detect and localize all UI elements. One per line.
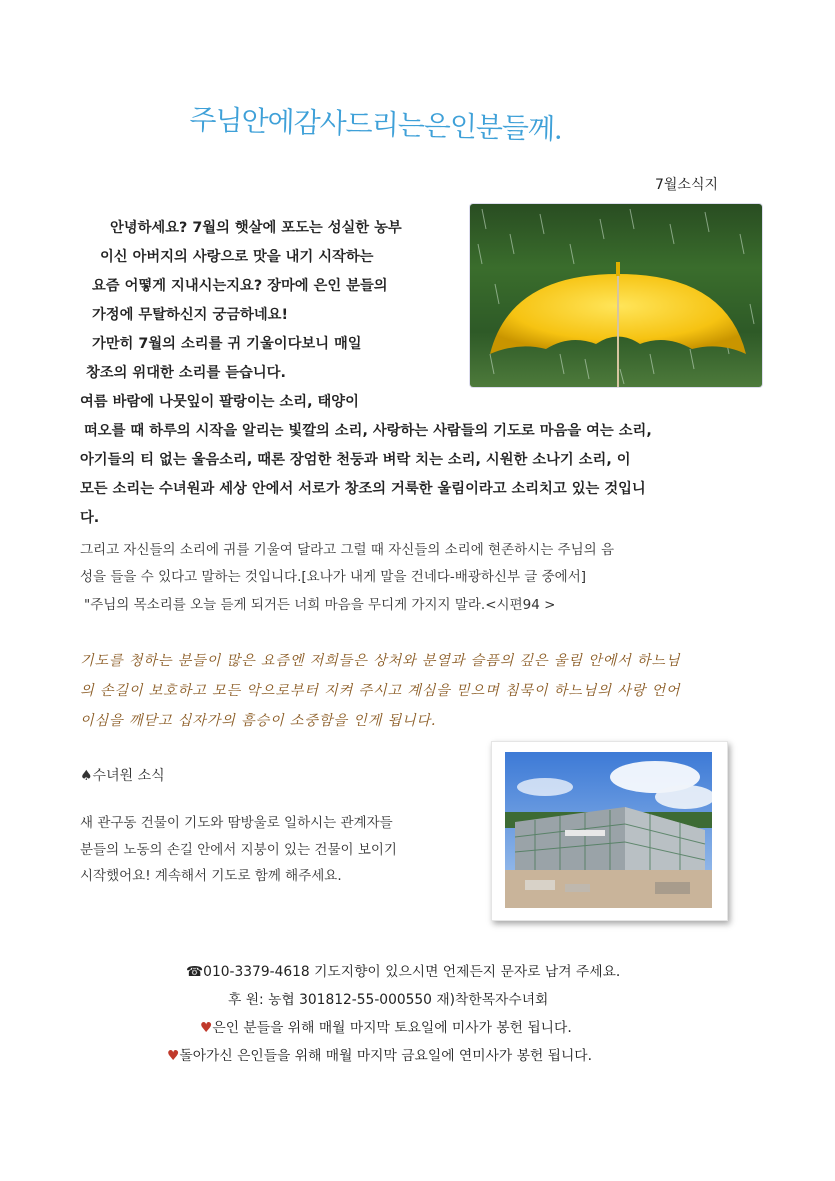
umbrella-illustration bbox=[470, 204, 762, 387]
mass-notice-deceased bbox=[167, 1044, 592, 1064]
donation-account: 후 원: 농협 301812-55-000550 재)착한목자수녀회 bbox=[228, 992, 549, 1008]
prayer-line-3: 이심을 깨닫고 십자가의 흠승이 소중함을 인게 됩니다. bbox=[80, 713, 437, 729]
heart-icon: ♥ bbox=[167, 1048, 180, 1064]
page-title: 주님안에감사드리는은인분들께. bbox=[189, 102, 563, 146]
prayer-line-2: 의 손길이 보호하고 모든 악으로부터 지켜 주시고 계심을 믿으며 침묵이 하느님의 사랑 언어 bbox=[80, 683, 681, 699]
building-illustration bbox=[505, 752, 712, 908]
intro-line-10: 모든 소리는 수녀원과 세상 안에서 서로가 창조의 거룩한 울림이라고 소리치고 있는 것입니 bbox=[80, 481, 646, 497]
mass-notice-deceased-text: 돌아가신 은인들을 위해 매월 마지막 금요일에 연미사가 봉헌 됩니다. bbox=[179, 1048, 593, 1064]
news-line-2: 분들의 노동의 손길 안에서 지붕이 있는 건물이 보이기 bbox=[80, 842, 397, 858]
intro-line-2: 이신 아버지의 사랑으로 맛을 내기 시작하는 bbox=[100, 249, 374, 265]
intro-line-9: 아기들의 티 없는 울음소리, 때론 장엄한 천둥과 벼락 치는 소리, 시원한 소나기 소리, 이 bbox=[80, 452, 631, 468]
intro-line-6: 창조의 위대한 소리를 듣습니다. bbox=[86, 365, 286, 381]
issue-label: 7월소식지 bbox=[655, 177, 719, 193]
intro-line-11: 다. bbox=[80, 510, 100, 526]
umbrella-photo bbox=[470, 204, 762, 387]
intro-line-7: 여름 바람에 나뭇잎이 팔랑이는 소리, 태양이 bbox=[80, 394, 359, 410]
intro-line-4: 가정에 무탈하신지 궁금하네요! bbox=[92, 307, 289, 323]
heart-icon: ♥ bbox=[200, 1020, 213, 1036]
mass-notice-living-text: 은인 분들을 위해 매월 마지막 토요일에 미사가 봉헌 됩니다. bbox=[212, 1020, 572, 1036]
news-line-1: 새 관구동 건물이 기도와 땀방울로 일하시는 관계자들 bbox=[80, 815, 393, 831]
body-line-2: 성을 들을 수 있다고 말하는 것입니다.[요나가 내게 말을 건네다-배광하신부 글 중에서] bbox=[80, 569, 587, 585]
prayer-line-1: 기도를 청하는 분들이 많은 요즘엔 저희들은 상처와 분열과 슬픔의 깊은 울림 안에서 하느님 bbox=[80, 653, 681, 669]
news-line-3: 시작했어요! 계속해서 기도로 함께 해주세요. bbox=[80, 868, 342, 884]
body-line-3: "주님의 목소리를 오늘 듣게 되거든 너희 마음을 무디게 가지지 말라.<시편94 > bbox=[84, 597, 556, 613]
news-heading: ♠수녀원 소식 bbox=[80, 768, 165, 784]
mass-notice-living bbox=[200, 1016, 572, 1036]
body-line-1: 그리고 자신들의 소리에 귀를 기울여 달라고 그럴 때 자신들의 소리에 현존하시는 주님의 음 bbox=[80, 542, 615, 558]
building-photo bbox=[491, 741, 728, 921]
intro-line-8: 떠오를 때 하루의 시작을 알리는 빛깔의 소리, 사랑하는 사람들의 기도로 마음을 여는 소리, bbox=[84, 423, 652, 439]
intro-line-3: 요즘 어떻게 지내시는지요? 장마에 은인 분들의 bbox=[92, 278, 388, 294]
intro-line-5: 가만히 7월의 소리를 귀 기울이다보니 매일 bbox=[92, 336, 362, 352]
contact-phone: ☎010-3379-4618 기도지향이 있으시면 언제든지 문자로 남겨 주세요. bbox=[186, 964, 621, 980]
intro-line-1: 안녕하세요? 7월의 햇살에 포도는 성실한 농부 bbox=[110, 220, 402, 236]
